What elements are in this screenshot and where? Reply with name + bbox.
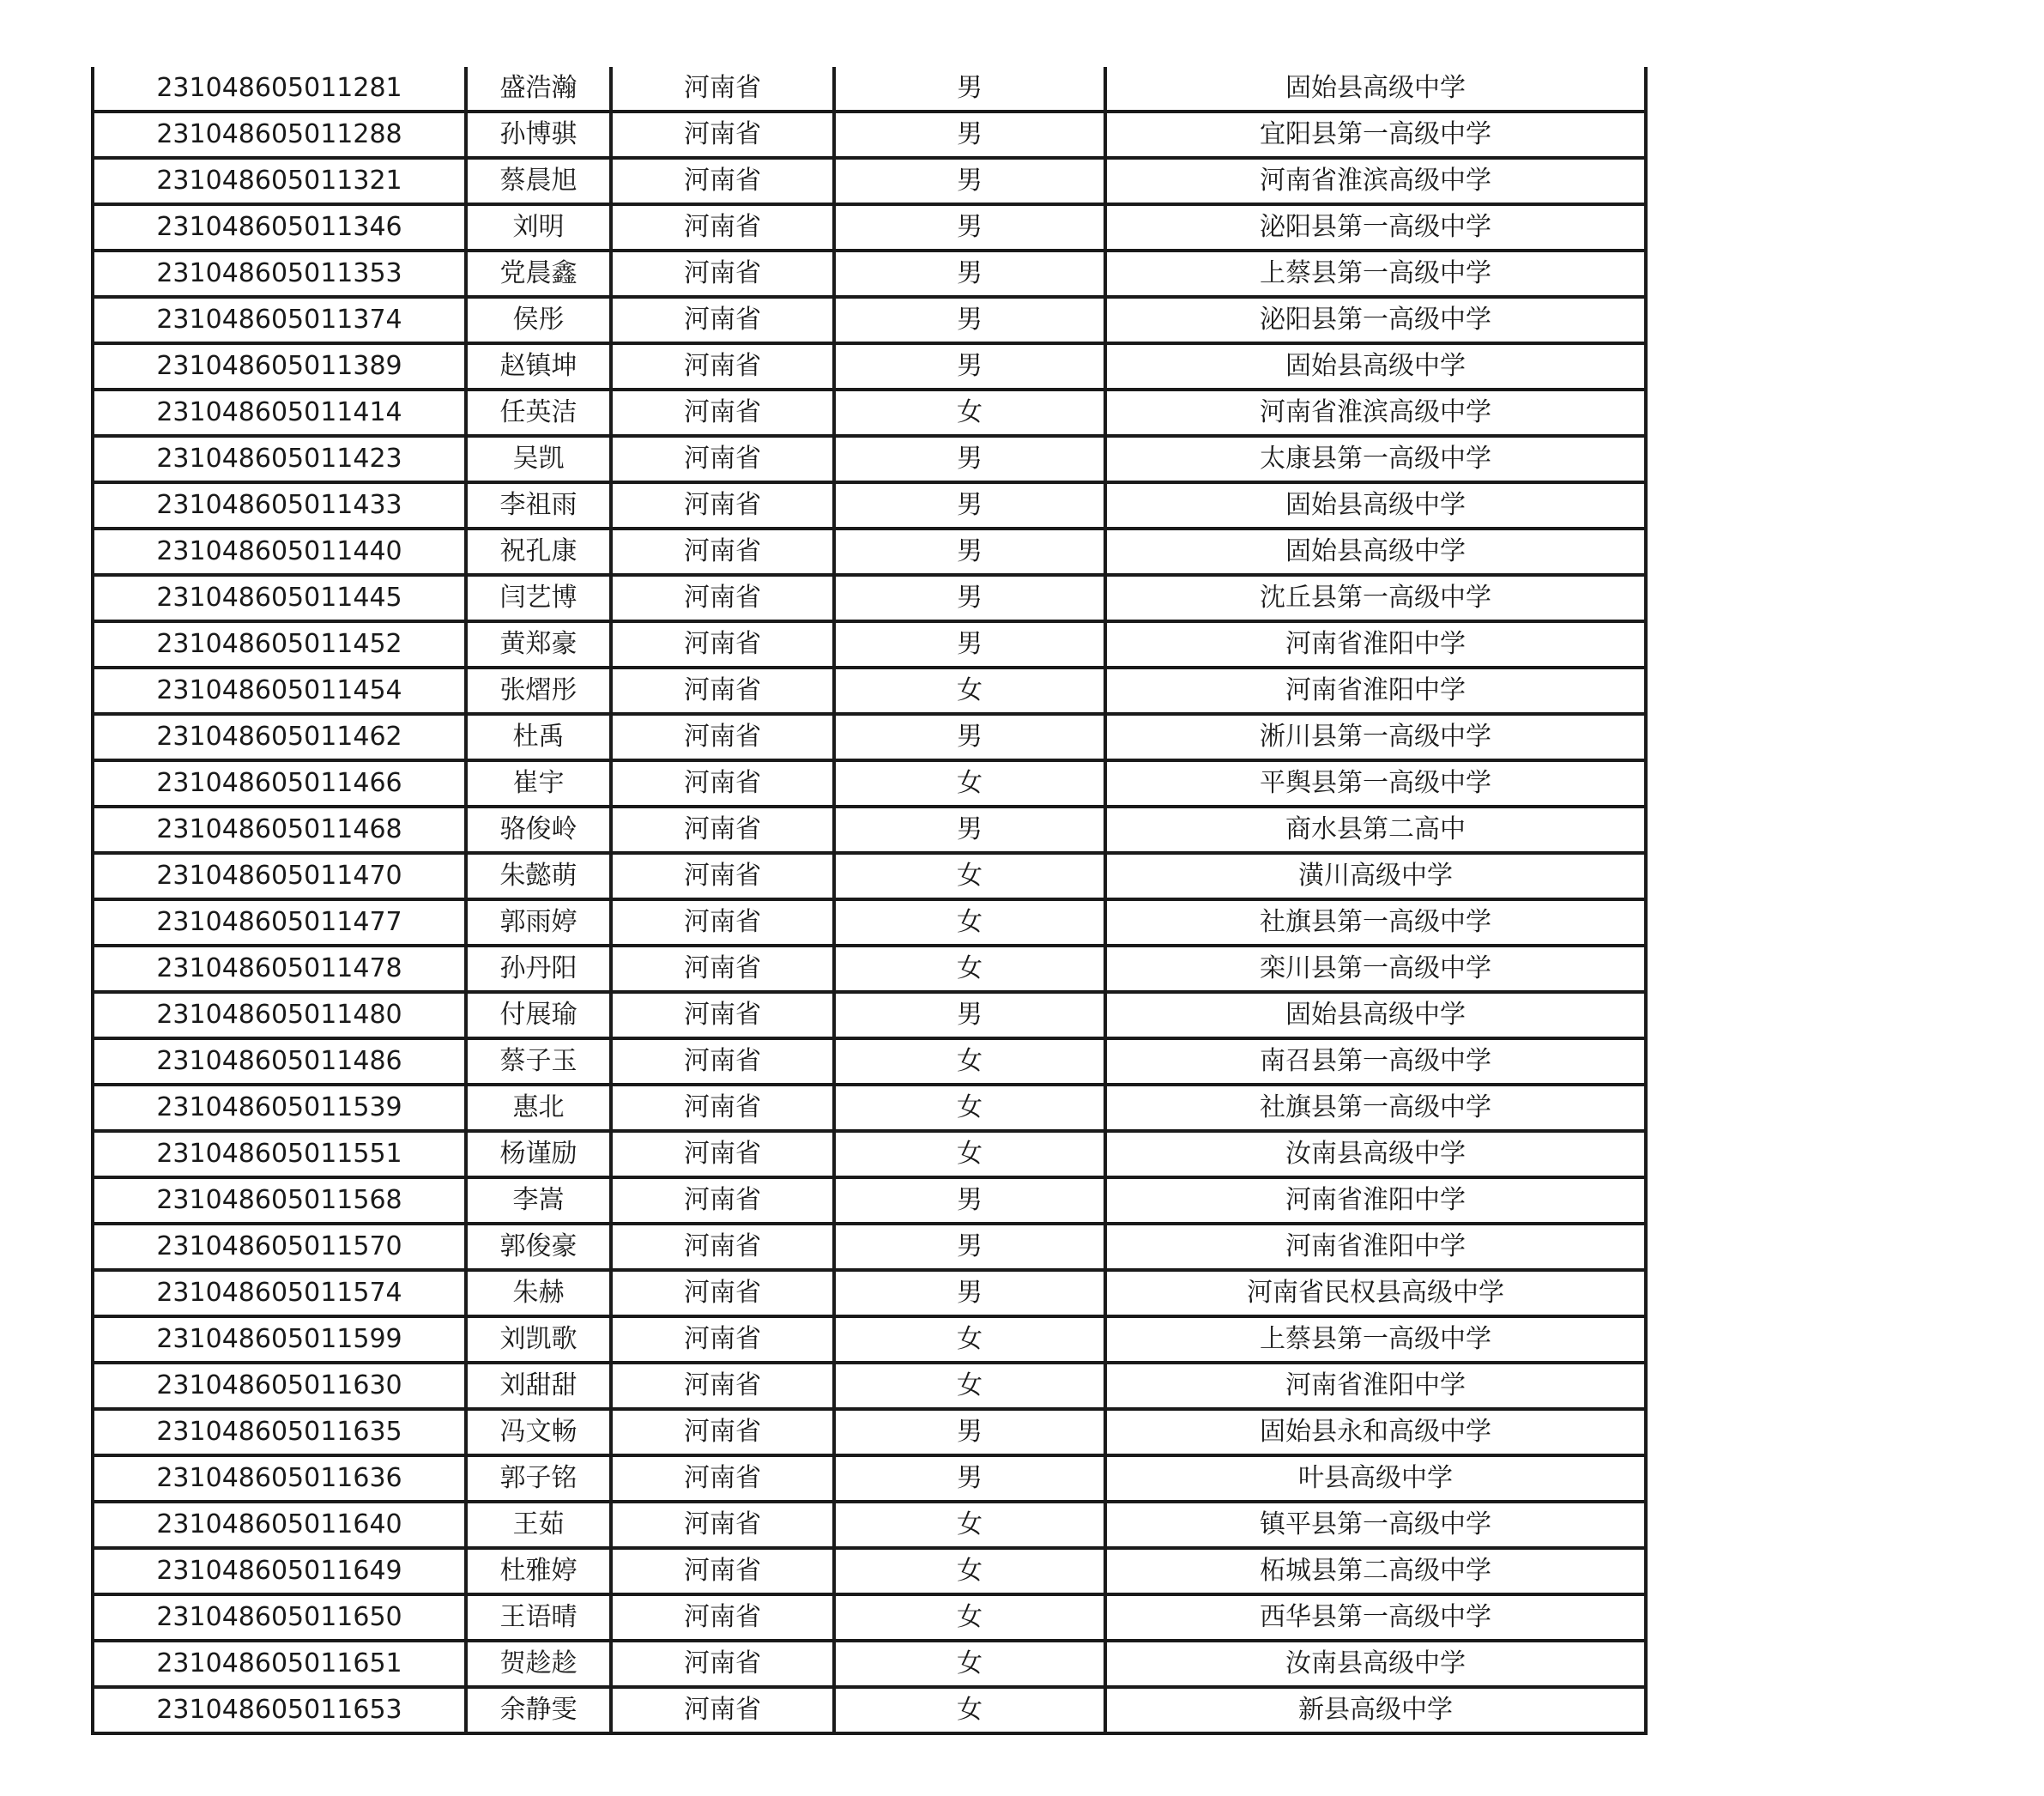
student-id-cell: 231048605011478 — [93, 946, 466, 992]
student-name-cell: 朱懿萌 — [466, 853, 611, 899]
school-cell: 汝南县高级中学 — [1105, 1641, 1646, 1687]
province-cell: 河南省 — [611, 621, 834, 668]
gender-cell: 男 — [834, 67, 1105, 112]
school-cell: 柘城县第二高级中学 — [1105, 1548, 1646, 1594]
school-cell: 新县高级中学 — [1105, 1687, 1646, 1733]
province-cell: 河南省 — [611, 946, 834, 992]
gender-cell: 女 — [834, 1085, 1105, 1131]
student-name-cell: 孙丹阳 — [466, 946, 611, 992]
student-name-cell: 贺趁趁 — [466, 1641, 611, 1687]
student-id-cell: 231048605011551 — [93, 1131, 466, 1177]
gender-cell: 男 — [834, 714, 1105, 760]
province-cell: 河南省 — [611, 1085, 834, 1131]
student-id-cell: 231048605011653 — [156, 1695, 402, 1725]
student-id-cell: 231048605011486 — [93, 1038, 466, 1085]
school-cell: 商水县第二高中 — [1105, 807, 1646, 853]
table-row — [93, 1687, 1646, 1733]
province-cell: 河南省 — [611, 1177, 834, 1224]
gender-cell: 男 — [834, 1455, 1105, 1502]
table-row — [93, 668, 1646, 714]
student-name-cell: 蔡子玉 — [466, 1038, 611, 1085]
gender-cell: 男 — [834, 251, 1105, 297]
gender-cell: 女 — [834, 390, 1105, 436]
gender-cell: 男 — [834, 621, 1105, 668]
student-name-cell: 刘明 — [466, 204, 611, 251]
school-cell: 固始县永和高级中学 — [1105, 1409, 1646, 1455]
gender-cell: 男 — [834, 204, 1105, 251]
student-name-cell: 郭雨婷 — [466, 899, 611, 946]
province-cell: 河南省 — [611, 1548, 834, 1594]
student-name-cell: 骆俊岭 — [466, 807, 611, 853]
province-cell: 河南省 — [611, 1038, 834, 1085]
table-row — [93, 714, 1646, 760]
student-name-cell: 李祖雨 — [466, 482, 611, 529]
student-id-cell: 231048605011480 — [93, 992, 466, 1038]
school-cell: 太康县第一高级中学 — [1105, 436, 1646, 482]
student-name-cell: 冯文畅 — [466, 1409, 611, 1455]
school-cell: 叶县高级中学 — [1105, 1455, 1646, 1502]
table-row — [93, 1270, 1646, 1316]
province-cell: 河南省 — [611, 1455, 834, 1502]
student-id-cell: 231048605011440 — [93, 529, 466, 575]
student-id-cell: 231048605011462 — [93, 714, 466, 760]
student-id-cell: 231048605011630 — [93, 1363, 466, 1409]
school-cell: 西华县第一高级中学 — [1105, 1594, 1646, 1641]
school-cell: 固始县高级中学 — [1105, 529, 1646, 575]
gender-cell: 男 — [834, 1270, 1105, 1316]
school-cell: 河南省淮阳中学 — [1105, 1177, 1646, 1224]
school-cell: 固始县高级中学 — [1105, 67, 1646, 112]
student-name-cell: 杜雅婷 — [466, 1548, 611, 1594]
table-row — [93, 251, 1646, 297]
school-cell: 泌阳县第一高级中学 — [1105, 297, 1646, 343]
student-name-cell: 付展瑜 — [466, 992, 611, 1038]
province-cell: 河南省 — [611, 482, 834, 529]
gender-cell: 女 — [834, 853, 1105, 899]
student-name-cell: 任英洁 — [466, 390, 611, 436]
table-row — [93, 1502, 1646, 1548]
table-row — [93, 297, 1646, 343]
student-id-cell: 231048605011539 — [93, 1085, 466, 1131]
school-cell: 固始县高级中学 — [1105, 343, 1646, 390]
table-row — [93, 112, 1646, 158]
gender-cell: 女 — [834, 1641, 1105, 1687]
student-id-cell: 231048605011636 — [93, 1455, 466, 1502]
student-name-cell: 王茹 — [466, 1502, 611, 1548]
student-id-cell: 231048605011470 — [93, 853, 466, 899]
student-id-cell: 231048605011414 — [93, 390, 466, 436]
student-id-cell: 231048605011423 — [93, 436, 466, 482]
gender-cell: 男 — [834, 482, 1105, 529]
school-cell: 河南省淮阳中学 — [1105, 668, 1646, 714]
table-row — [93, 67, 1646, 112]
gender-cell: 女 — [834, 668, 1105, 714]
province-cell: 河南省 — [611, 1316, 834, 1363]
province-cell: 河南省 — [611, 899, 834, 946]
school-cell: 镇平县第一高级中学 — [1105, 1502, 1646, 1548]
table-row — [93, 1316, 1646, 1363]
table-row — [93, 482, 1646, 529]
province-cell: 河南省 — [611, 158, 834, 204]
gender-cell: 男 — [834, 575, 1105, 621]
table-row — [93, 529, 1646, 575]
student-id-cell: 231048605011452 — [93, 621, 466, 668]
school-cell: 河南省民权县高级中学 — [1105, 1270, 1646, 1316]
gender-cell: 女 — [834, 1548, 1105, 1594]
school-cell: 潢川高级中学 — [1105, 853, 1646, 899]
student-name-cell: 崔宇 — [466, 760, 611, 807]
table-row — [93, 204, 1646, 251]
table-row — [93, 853, 1646, 899]
province-cell: 河南省 — [611, 1224, 834, 1270]
student-id-cell: 231048605011477 — [93, 899, 466, 946]
gender-cell: 女 — [834, 1038, 1105, 1085]
student-id-cell: 231048605011281 — [93, 67, 466, 112]
school-cell: 社旗县第一高级中学 — [1105, 899, 1646, 946]
gender-cell: 女 — [834, 760, 1105, 807]
student-id-cell: 231048605011468 — [93, 807, 466, 853]
table-row — [93, 1409, 1646, 1455]
province-cell: 河南省 — [611, 529, 834, 575]
province-cell: 河南省 — [611, 1502, 834, 1548]
province-cell: 河南省 — [611, 251, 834, 297]
gender-cell: 男 — [834, 436, 1105, 482]
school-cell: 河南省淮滨高级中学 — [1105, 390, 1646, 436]
gender-cell: 女 — [834, 1502, 1105, 1548]
province-cell: 河南省 — [611, 204, 834, 251]
school-cell: 河南省淮阳中学 — [1105, 1363, 1646, 1409]
school-cell: 固始县高级中学 — [1105, 992, 1646, 1038]
student-id-cell: 231048605011389 — [93, 343, 466, 390]
student-name-cell: 惠北 — [466, 1085, 611, 1131]
student-id-cell: 231048605011574 — [93, 1270, 466, 1316]
student-name-cell: 杨谨励 — [466, 1131, 611, 1177]
province-cell: 河南省 — [611, 297, 834, 343]
gender-cell: 男 — [834, 807, 1105, 853]
province-cell: 河南省 — [611, 853, 834, 899]
province-cell: 河南省 — [611, 575, 834, 621]
school-cell: 社旗县第一高级中学 — [1105, 1085, 1646, 1131]
school-cell: 宜阳县第一高级中学 — [1105, 112, 1646, 158]
student-name-cell: 李嵩 — [466, 1177, 611, 1224]
school-cell: 平舆县第一高级中学 — [1105, 760, 1646, 807]
school-cell: 上蔡县第一高级中学 — [1105, 1316, 1646, 1363]
student-id-cell: 231048605011288 — [93, 112, 466, 158]
province-cell: 河南省 — [611, 67, 834, 112]
province-cell: 河南省 — [611, 760, 834, 807]
student-name-cell: 蔡晨旭 — [466, 158, 611, 204]
school-cell: 河南省淮阳中学 — [1105, 621, 1646, 668]
student-name-cell: 杜禹 — [466, 714, 611, 760]
gender-cell: 女 — [834, 1363, 1105, 1409]
student-id-cell: 231048605011650 — [93, 1594, 466, 1641]
gender-cell: 女 — [834, 1131, 1105, 1177]
student-id-cell: 231048605011433 — [93, 482, 466, 529]
table-row — [93, 1038, 1646, 1085]
student-id-cell: 231048605011570 — [93, 1224, 466, 1270]
student-roster-table — [91, 67, 1648, 1735]
school-cell: 河南省淮滨高级中学 — [1105, 158, 1646, 204]
school-cell: 淅川县第一高级中学 — [1105, 714, 1646, 760]
province-cell: 河南省 — [611, 1687, 834, 1733]
table-row — [93, 1131, 1646, 1177]
province-cell: 河南省 — [611, 992, 834, 1038]
roster-body — [93, 67, 1646, 1733]
province-cell: 河南省 — [611, 112, 834, 158]
student-name-cell: 吴凯 — [466, 436, 611, 482]
school-cell: 南召县第一高级中学 — [1105, 1038, 1646, 1085]
table-row — [93, 1363, 1646, 1409]
student-name-cell: 朱赫 — [466, 1270, 611, 1316]
school-cell: 汝南县高级中学 — [1105, 1131, 1646, 1177]
student-id-cell: 231048605011353 — [93, 251, 466, 297]
student-name-cell: 刘甜甜 — [466, 1363, 611, 1409]
student-name-cell: 祝孔康 — [466, 529, 611, 575]
province-cell: 河南省 — [611, 436, 834, 482]
gender-cell: 男 — [834, 1224, 1105, 1270]
student-id-cell: 231048605011454 — [93, 668, 466, 714]
student-name-cell: 王语晴 — [466, 1594, 611, 1641]
student-id-cell: 231048605011568 — [93, 1177, 466, 1224]
gender-cell: 男 — [834, 112, 1105, 158]
table-row — [93, 621, 1646, 668]
table-row — [93, 760, 1646, 807]
gender-cell: 女 — [834, 1316, 1105, 1363]
school-cell: 河南省淮阳中学 — [1105, 1224, 1646, 1270]
gender-cell: 男 — [834, 343, 1105, 390]
gender-cell: 男 — [834, 992, 1105, 1038]
student-id-cell: 231048605011321 — [93, 158, 466, 204]
table-row — [93, 1641, 1646, 1687]
province-cell: 河南省 — [611, 668, 834, 714]
province-cell: 河南省 — [611, 1594, 834, 1641]
student-name-cell: 闫艺博 — [466, 575, 611, 621]
province-cell: 河南省 — [611, 1641, 834, 1687]
student-id-cell: 231048605011640 — [93, 1502, 466, 1548]
student-id-cell: 231048605011651 — [93, 1641, 466, 1687]
student-id-cell: 231048605011649 — [93, 1548, 466, 1594]
student-id-cell: 231048605011374 — [93, 297, 466, 343]
student-name-cell: 孙博骐 — [466, 112, 611, 158]
student-name-cell: 赵镇坤 — [466, 343, 611, 390]
student-id-cell: 231048605011635 — [93, 1409, 466, 1455]
student-name-cell: 余静雯 — [466, 1687, 611, 1733]
table-row — [93, 1455, 1646, 1502]
student-id-cell: 231048605011346 — [93, 204, 466, 251]
province-cell: 河南省 — [611, 390, 834, 436]
table-row — [93, 946, 1646, 992]
table-row — [93, 436, 1646, 482]
province-cell: 河南省 — [611, 1363, 834, 1409]
table-row — [93, 899, 1646, 946]
gender-cell: 女 — [834, 899, 1105, 946]
gender-cell: 男 — [834, 1409, 1105, 1455]
table-row — [93, 1177, 1646, 1224]
student-name-cell: 黄郑豪 — [466, 621, 611, 668]
gender-cell: 女 — [834, 946, 1105, 992]
school-cell: 沈丘县第一高级中学 — [1105, 575, 1646, 621]
province-cell: 河南省 — [611, 714, 834, 760]
student-name-cell: 党晨鑫 — [466, 251, 611, 297]
table-row — [93, 1594, 1646, 1641]
province-cell: 河南省 — [611, 343, 834, 390]
school-cell: 上蔡县第一高级中学 — [1105, 251, 1646, 297]
table-row — [93, 1085, 1646, 1131]
school-cell: 固始县高级中学 — [1105, 482, 1646, 529]
student-name-cell: 张熠彤 — [466, 668, 611, 714]
province-cell: 河南省 — [611, 1131, 834, 1177]
student-name-cell: 盛浩瀚 — [466, 67, 611, 112]
student-name-cell: 郭俊豪 — [466, 1224, 611, 1270]
school-cell: 栾川县第一高级中学 — [1105, 946, 1646, 992]
table-row — [93, 1224, 1646, 1270]
student-id-cell: 231048605011445 — [93, 575, 466, 621]
student-id-cell: 231048605011466 — [93, 760, 466, 807]
table-row — [93, 575, 1646, 621]
table-row — [93, 992, 1646, 1038]
table-row — [93, 1548, 1646, 1594]
student-name-cell: 刘凯歌 — [466, 1316, 611, 1363]
province-cell: 河南省 — [611, 807, 834, 853]
gender-cell: 男 — [834, 297, 1105, 343]
province-cell: 河南省 — [611, 1409, 834, 1455]
gender-cell: 女 — [834, 1594, 1105, 1641]
table-row — [93, 390, 1646, 436]
school-cell: 泌阳县第一高级中学 — [1105, 204, 1646, 251]
gender-cell: 男 — [834, 1177, 1105, 1224]
table-row — [93, 158, 1646, 204]
province-cell: 河南省 — [611, 1270, 834, 1316]
student-name-cell: 郭子铭 — [466, 1455, 611, 1502]
gender-cell: 女 — [834, 1687, 1105, 1733]
table-row — [93, 343, 1646, 390]
table-row — [93, 807, 1646, 853]
student-name-cell: 侯彤 — [466, 297, 611, 343]
student-id-cell: 231048605011599 — [93, 1316, 466, 1363]
gender-cell: 男 — [834, 529, 1105, 575]
gender-cell: 男 — [834, 158, 1105, 204]
